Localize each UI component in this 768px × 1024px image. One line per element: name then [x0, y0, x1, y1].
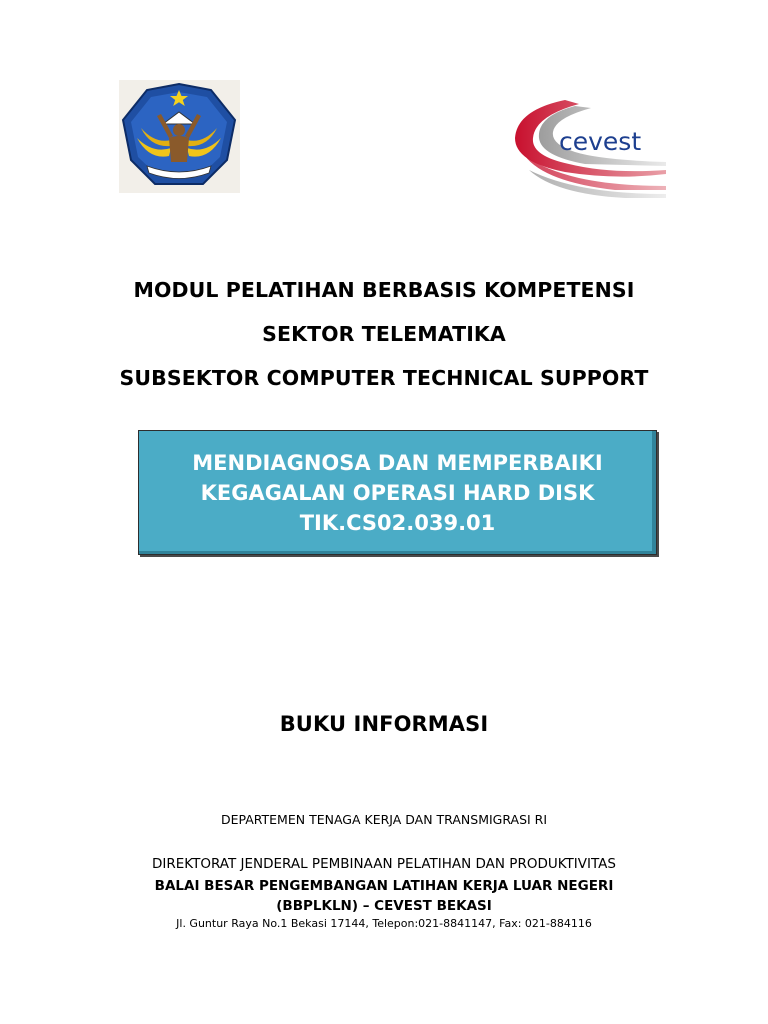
- footer-department: DEPARTEMEN TENAGA KERJA DAN TRANSMIGRASI RI: [220, 812, 548, 827]
- topic-code: TIK.CS02.039.01: [299, 511, 496, 535]
- ministry-emblem-logo: [119, 80, 240, 193]
- footer-institution-abbr: (BBPLKLN) – CEVEST BEKASI: [276, 898, 492, 914]
- footer-directorate: DIREKTORAT JENDERAL PEMBINAAN PELATIHAN DAN PRODUKTIVITAS: [152, 856, 616, 872]
- topic-line-1: MENDIAGNOSA DAN MEMPERBAIKI: [192, 451, 603, 475]
- module-title-line-3: SUBSEKTOR COMPUTER TECHNICAL SUPPORT: [119, 366, 649, 390]
- ministry-emblem-icon: [119, 80, 240, 193]
- topic-box: [138, 430, 657, 555]
- footer-institution: BALAI BESAR PENGEMBANGAN LATIHAN KERJA LUAR NEGERI: [154, 878, 614, 894]
- cevest-swoosh-icon: [505, 86, 666, 200]
- topic-text-group: [139, 431, 656, 538]
- cevest-logo: [505, 86, 666, 200]
- footer-address: Jl. Guntur Raya No.1 Bekasi 17144, Telepon:021-8841147, Fax: 021-884116: [176, 917, 592, 930]
- svg-text:cevest: cevest: [559, 127, 642, 156]
- book-label: BUKU INFORMASI: [279, 712, 489, 736]
- module-title-line-2: SEKTOR TELEMATIKA: [262, 322, 506, 346]
- topic-line-2: KEGAGALAN OPERASI HARD DISK: [200, 481, 595, 505]
- module-title-line-1: MODUL PELATIHAN BERBASIS KOMPETENSI: [133, 278, 635, 302]
